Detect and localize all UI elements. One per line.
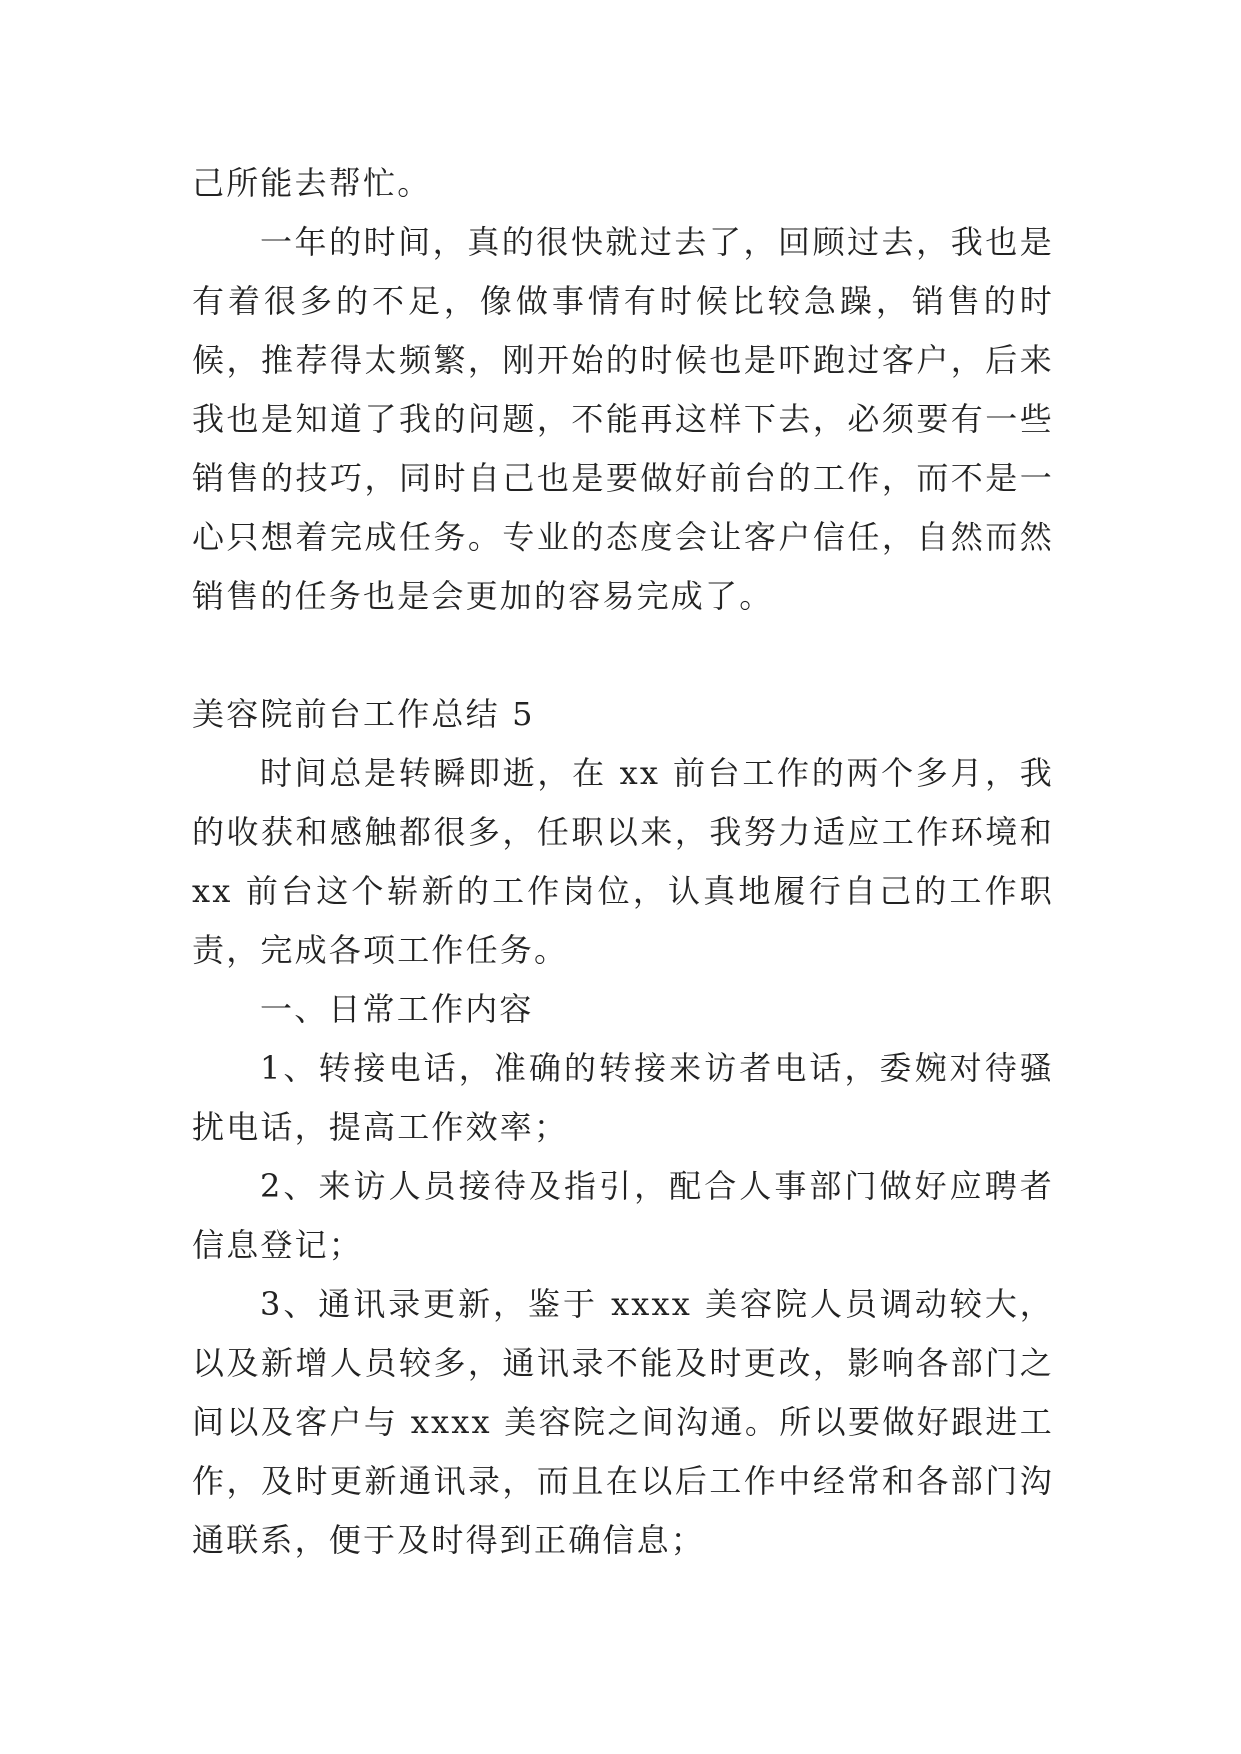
section-title: 美容院前台工作总结 5 (192, 695, 535, 733)
document-body (192, 154, 1054, 1570)
paragraph-heading-daily-work: 一、日常工作内容 (260, 990, 534, 1028)
list-item-visitors: 2、来访人员接待及指引，配合人事部门做好应聘者信息登记； (192, 1167, 1054, 1264)
paragraph-reflection: 一年的时间，真的很快就过去了，回顾过去，我也是有着很多的不足，像做事情有时候比较急躁，销售的时候，推荐得太频繁，刚开始的时候也是吓跑过客户，后来我也是知道了我的问题，不能再这样下去，必须要有一些销售的技巧，同时自己也是要做好前台的工作，而不是一心只想着完成任务。专业的态度会让客户信任，自然而然销售的任务也是会更加的容易完成了。 (192, 223, 1054, 615)
paragraph-continuation: 己所能去帮忙。 (192, 164, 432, 202)
list-item-phone: 1、转接电话，准确的转接来访者电话，委婉对待骚扰电话，提高工作效率； (192, 1049, 1054, 1146)
list-item-contacts: 3、通讯录更新，鉴于 xxxx 美容院人员调动较大，以及新增人员较多，通讯录不能及时更改，影响各部门之间以及客户与 xxxx 美容院之间沟通。所以要做好跟进工作，及时更新通讯录，而且在以后工作中经常和各部门沟通联系，便于及时得到正确信息； (192, 1285, 1054, 1559)
paragraph-intro: 时间总是转瞬即逝，在 xx 前台工作的两个多月，我的收获和感触都很多，任职以来，我努力适应工作环境和 xx 前台这个崭新的工作岗位，认真地履行自己的工作职责，完成各项工作任务。 (192, 754, 1054, 969)
section-spacer (192, 626, 1054, 685)
